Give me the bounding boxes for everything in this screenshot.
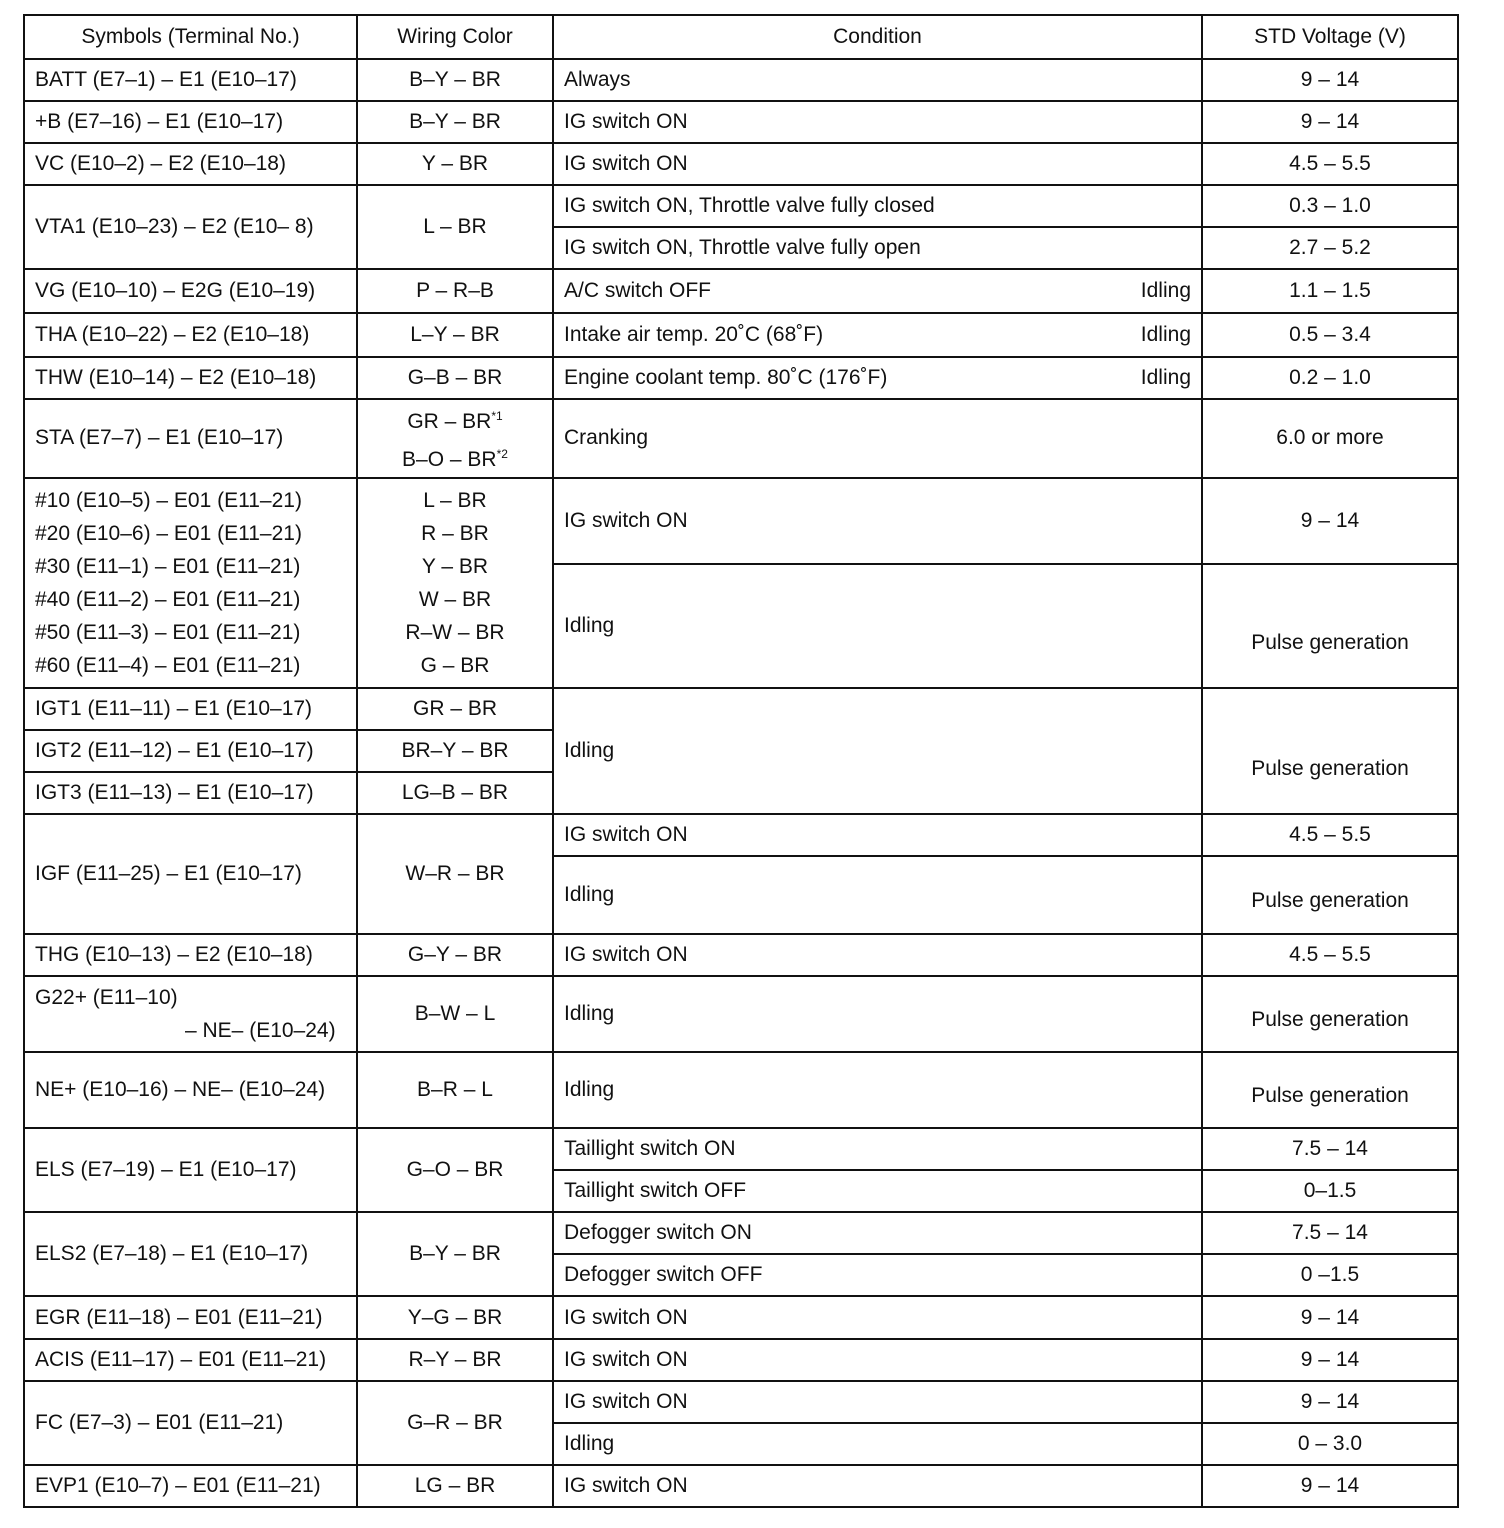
wiring-cell: BR–Y – BR — [357, 730, 553, 772]
condition-cell: Defogger switch ON — [553, 1212, 1202, 1254]
condition-cell: IG switch ON — [553, 1296, 1202, 1338]
wiring-cell: R–Y – BR — [357, 1339, 553, 1381]
wiring-line: L – BR — [423, 488, 487, 512]
wiring-cell: B–W – L — [357, 976, 553, 1052]
condition-text: Intake air temp. 20˚C (68˚F) — [564, 323, 824, 347]
wiring-cell: G–O – BR — [357, 1128, 553, 1212]
footnote-mark: *2 — [496, 447, 508, 462]
symbol-cell: STA (E7–7) – E1 (E10–17) — [24, 399, 357, 477]
wiring-cell — [357, 399, 553, 477]
voltage-cell: 0 –1.5 — [1202, 1254, 1458, 1296]
condition-cell — [553, 269, 1202, 313]
wiring-cell: B–Y – BR — [357, 59, 553, 101]
voltage-cell: 6.0 or more — [1202, 399, 1458, 477]
voltage-cell: 7.5 – 14 — [1202, 1128, 1458, 1170]
header-symbols: Symbols (Terminal No.) — [24, 15, 357, 59]
table-row — [24, 1052, 1458, 1128]
voltage-cell: 4.5 – 5.5 — [1202, 934, 1458, 976]
wiring-cell: LG–B – BR — [357, 772, 553, 814]
symbol-cell: BATT (E7–1) – E1 (E10–17) — [24, 59, 357, 101]
table-row — [24, 357, 1458, 399]
table-row — [24, 399, 1458, 477]
condition-cell — [553, 357, 1202, 399]
symbol-line: #10 (E10–5) – E01 (E11–21) — [35, 488, 302, 512]
wiring-cell: G–Y – BR — [357, 934, 553, 976]
table-row — [24, 1296, 1458, 1338]
symbol-cell: IGF (E11–25) – E1 (E10–17) — [24, 814, 357, 934]
wiring-cell: B–R – L — [357, 1052, 553, 1128]
symbol-cell: ACIS (E11–17) – E01 (E11–21) — [24, 1339, 357, 1381]
wiring-line: W – BR — [418, 587, 492, 611]
wiring-line: GR – BR$^{*1}$ — [407, 409, 503, 434]
symbol-cell: ELS2 (E7–18) – E1 (E10–17) — [24, 1212, 357, 1296]
voltage-cell: 9 – 14 — [1202, 101, 1458, 143]
wiring-cell: G–R – BR — [357, 1381, 553, 1465]
wiring-cell: Y – BR — [357, 143, 553, 185]
table-row — [24, 269, 1458, 313]
wiring-line: G – BR — [420, 653, 490, 677]
symbol-line: G22+ (E11–10) — [35, 986, 178, 1010]
symbol-cell: EVP1 (E10–7) – E01 (E11–21) — [24, 1465, 357, 1507]
symbol-cell: VC (E10–2) – E2 (E10–18) — [24, 143, 357, 185]
condition-cell: IG switch ON — [553, 934, 1202, 976]
voltage-cell: 7.5 – 14 — [1202, 1212, 1458, 1254]
condition-cell: IG switch ON — [553, 814, 1202, 856]
symbol-line: #40 (E11–2) – E01 (E11–21) — [35, 587, 301, 611]
condition-cell: Idling — [553, 688, 1202, 814]
condition-text: A/C switch OFF — [564, 279, 712, 303]
symbol-line: #20 (E10–6) – E01 (E11–21) — [35, 521, 302, 545]
condition-cell: Taillight switch ON — [553, 1128, 1202, 1170]
wiring-cell: W–R – BR — [357, 814, 553, 934]
voltage-cell: 9 – 14 — [1202, 1465, 1458, 1507]
condition-cell: Defogger switch OFF — [553, 1254, 1202, 1296]
symbol-cell: ELS (E7–19) – E1 (E10–17) — [24, 1128, 357, 1212]
table-row — [24, 313, 1458, 357]
symbol-cell: +B (E7–16) – E1 (E10–17) — [24, 101, 357, 143]
symbol-cell: EGR (E11–18) – E01 (E11–21) — [24, 1296, 357, 1338]
voltage-cell: 9 – 14 — [1202, 1296, 1458, 1338]
wiring-line: B–O – BR$^{*2}$ — [402, 447, 508, 472]
condition-cell: IG switch ON — [553, 1381, 1202, 1423]
voltage-cell: 0.2 – 1.0 — [1202, 357, 1458, 399]
symbol-cell: IGT3 (E11–13) – E1 (E10–17) — [24, 772, 357, 814]
symbol-cell: IGT2 (E11–12) – E1 (E10–17) — [24, 730, 357, 772]
symbol-cell: THW (E10–14) – E2 (E10–18) — [24, 357, 357, 399]
voltage-cell: 4.5 – 5.5 — [1202, 814, 1458, 856]
condition-cell: Taillight switch OFF — [553, 1170, 1202, 1212]
table-row — [24, 1212, 1458, 1254]
wiring-cell: B–Y – BR — [357, 101, 553, 143]
voltage-cell: Pulse generation — [1202, 856, 1458, 934]
condition-cell: IG switch ON, Throttle valve fully open — [553, 227, 1202, 269]
table-row — [24, 1465, 1458, 1507]
table-row — [24, 814, 1458, 856]
condition-cell — [553, 313, 1202, 357]
condition-text: Engine coolant temp. 80˚C (176˚F) — [564, 366, 888, 390]
condition-cell: IG switch ON — [553, 101, 1202, 143]
header-condition: Condition — [553, 15, 1202, 59]
condition-cell: Cranking — [553, 399, 1202, 477]
wiring-cell: L–Y – BR — [357, 313, 553, 357]
condition-cell: Idling — [553, 1423, 1202, 1465]
table-row — [24, 1128, 1458, 1170]
wiring-cell: G–B – BR — [357, 357, 553, 399]
terminal-voltage-table — [23, 14, 1459, 1508]
header-row — [24, 15, 1458, 59]
symbol-cell: THA (E10–22) – E2 (E10–18) — [24, 313, 357, 357]
condition-cell: Idling — [553, 976, 1202, 1052]
table-row — [24, 976, 1458, 1052]
table-row — [24, 185, 1458, 227]
symbol-cell: THG (E10–13) – E2 (E10–18) — [24, 934, 357, 976]
condition-state: Idling — [1140, 279, 1191, 303]
voltage-cell: 0–1.5 — [1202, 1170, 1458, 1212]
symbol-line: #30 (E11–1) – E01 (E11–21) — [35, 554, 301, 578]
wiring-line: Y – BR — [421, 554, 489, 578]
voltage-cell: 0 – 3.0 — [1202, 1423, 1458, 1465]
table-row — [24, 101, 1458, 143]
wiring-cell: B–Y – BR — [357, 1212, 553, 1296]
voltage-cell: 1.1 – 1.5 — [1202, 269, 1458, 313]
condition-cell: Idling — [553, 856, 1202, 934]
table-row — [24, 688, 1458, 730]
voltage-cell: 9 – 14 — [1202, 59, 1458, 101]
symbol-cell: IGT1 (E11–11) – E1 (E10–17) — [24, 688, 357, 730]
symbol-cell — [24, 976, 357, 1052]
wiring-cell: L – BR — [357, 185, 553, 269]
wiring-cell: P – R–B — [357, 269, 553, 313]
table-row — [24, 59, 1458, 101]
table-row — [24, 143, 1458, 185]
wiring-cell: GR – BR — [357, 688, 553, 730]
wiring-line: R–W – BR — [405, 620, 505, 644]
wiring-cell: Y–G – BR — [357, 1296, 553, 1338]
voltage-cell: 2.7 – 5.2 — [1202, 227, 1458, 269]
condition-cell: IG switch ON — [553, 478, 1202, 564]
condition-cell: IG switch ON, Throttle valve fully closed — [553, 185, 1202, 227]
header-wiring-color: Wiring Color — [357, 15, 553, 59]
symbol-cell: NE+ (E10–16) – NE– (E10–24) — [24, 1052, 357, 1128]
table-row — [24, 478, 1458, 564]
header-std-voltage: STD Voltage (V) — [1202, 15, 1458, 59]
voltage-cell: Pulse generation — [1202, 564, 1458, 688]
condition-cell: IG switch ON — [553, 1465, 1202, 1507]
wiring-cell: LG – BR — [357, 1465, 553, 1507]
symbol-cell: VG (E10–10) – E2G (E10–19) — [24, 269, 357, 313]
voltage-cell: 9 – 14 — [1202, 478, 1458, 564]
symbol-line: – NE– (E10–24) — [185, 1019, 336, 1043]
voltage-cell: Pulse generation — [1202, 688, 1458, 814]
symbol-cell: FC (E7–3) – E01 (E11–21) — [24, 1381, 357, 1465]
condition-state: Idling — [1140, 323, 1191, 347]
voltage-cell: 0.5 – 3.4 — [1202, 313, 1458, 357]
voltage-cell: 9 – 14 — [1202, 1381, 1458, 1423]
footnote-mark: *1 — [491, 409, 503, 424]
condition-state: Idling — [1140, 366, 1191, 390]
symbol-line: #60 (E11–4) – E01 (E11–21) — [35, 653, 301, 677]
condition-cell: IG switch ON — [553, 143, 1202, 185]
voltage-cell: 9 – 14 — [1202, 1339, 1458, 1381]
symbol-line: #50 (E11–3) – E01 (E11–21) — [35, 620, 301, 644]
symbol-cell: VTA1 (E10–23) – E2 (E10– 8) — [24, 185, 357, 269]
table-row — [24, 1381, 1458, 1423]
voltage-cell: Pulse generation — [1202, 976, 1458, 1052]
voltage-cell: 0.3 – 1.0 — [1202, 185, 1458, 227]
symbol-cell — [24, 478, 357, 688]
condition-cell: IG switch ON — [553, 1339, 1202, 1381]
condition-cell: Idling — [553, 564, 1202, 688]
voltage-cell: Pulse generation — [1202, 1052, 1458, 1128]
voltage-cell: 4.5 – 5.5 — [1202, 143, 1458, 185]
condition-cell: Always — [553, 59, 1202, 101]
table-row — [24, 1339, 1458, 1381]
wiring-line: R – BR — [421, 521, 489, 545]
wiring-cell — [357, 478, 553, 688]
condition-cell: Idling — [553, 1052, 1202, 1128]
table-row — [24, 934, 1458, 976]
